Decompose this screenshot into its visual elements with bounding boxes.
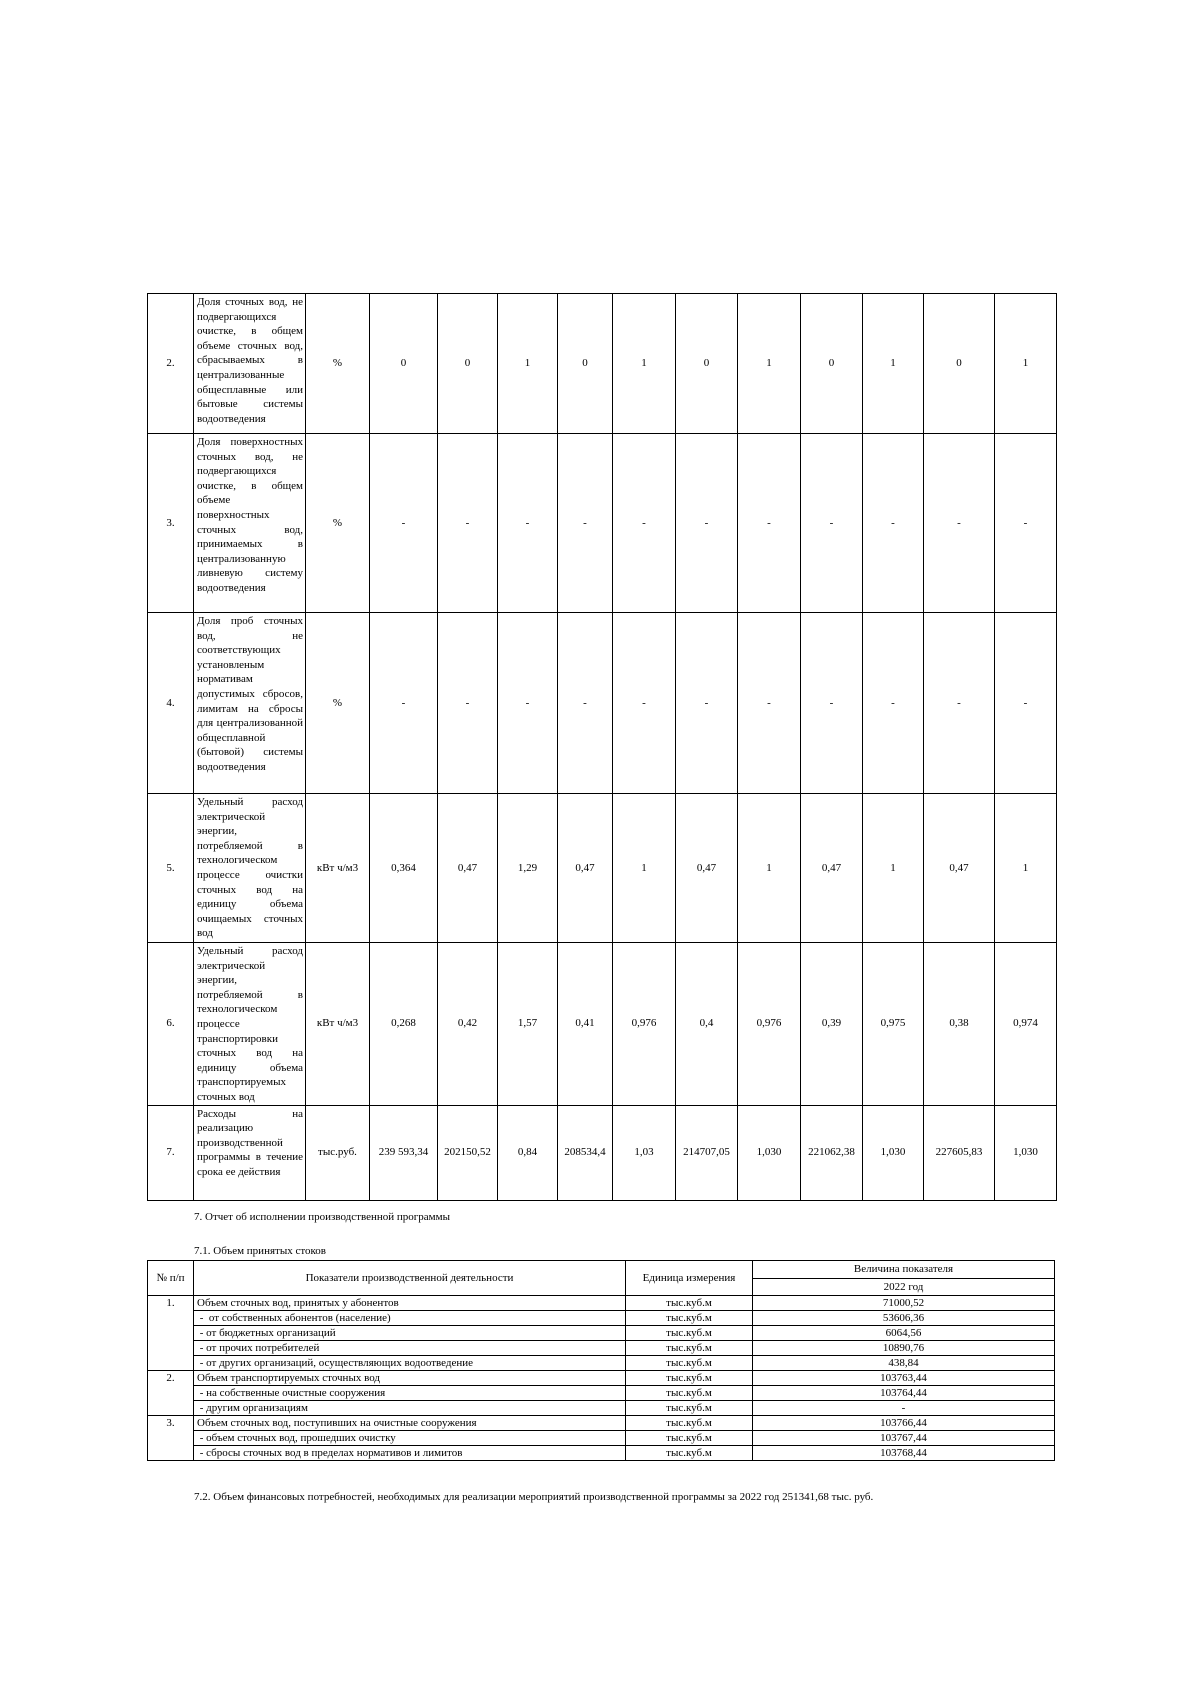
row-value: 6064,56 — [753, 1326, 1055, 1341]
row-description: Расходы на реализацию производственной программы в течение срока ее действия — [194, 1105, 306, 1200]
row-number: 5. — [148, 794, 194, 943]
row-value: - — [438, 613, 498, 794]
row-value: 0,974 — [995, 943, 1057, 1106]
row-value: 0,42 — [438, 943, 498, 1106]
row-indicator: - объем сточных вод, прошедших очистку — [194, 1431, 626, 1446]
row-number — [148, 1431, 194, 1446]
row-value: 1,030 — [995, 1105, 1057, 1200]
row-unit: % — [306, 294, 370, 434]
table-row — [148, 294, 1057, 434]
section-7-1-title: 7.1. Объем принятых стоков — [194, 1245, 326, 1257]
row-unit: тыс.куб.м — [626, 1311, 753, 1326]
row-value: 1 — [738, 294, 801, 434]
row-value: - — [558, 613, 613, 794]
row-unit: тыс.куб.м — [626, 1371, 753, 1386]
row-value: 239 593,34 — [370, 1105, 438, 1200]
row-description: Доля проб сточных вод, не соответствующих установленым нормативам допустимых сбросов, лимитам на сбросы для централизованной общесплавной (бытовой) системы водоотведения — [194, 613, 306, 794]
row-unit: тыс.куб.м — [626, 1446, 753, 1461]
row-description: Удельный расход электрической энергии, потребляемой в технологическом процессе очистки сточных вод на единицу объема очищаемых сточных вод — [194, 794, 306, 943]
row-value: 438,84 — [753, 1356, 1055, 1371]
section-7-title: 7. Отчет об исполнении производственной программы — [194, 1211, 450, 1223]
row-value: 1,29 — [498, 794, 558, 943]
table-row — [148, 1311, 1055, 1326]
row-number: 3. — [148, 434, 194, 613]
row-unit: тыс.куб.м — [626, 1326, 753, 1341]
row-unit: тыс.куб.м — [626, 1401, 753, 1416]
row-number: 4. — [148, 613, 194, 794]
row-indicator: - от бюджетных организаций — [194, 1326, 626, 1341]
row-number — [148, 1356, 194, 1371]
table-row — [148, 1296, 1055, 1311]
row-unit: тыс.куб.м — [626, 1386, 753, 1401]
row-value: - — [738, 613, 801, 794]
row-value: 53606,36 — [753, 1311, 1055, 1326]
row-value: - — [924, 434, 995, 613]
row-value: 0 — [924, 294, 995, 434]
row-unit: тыс.куб.м — [626, 1356, 753, 1371]
row-number: 7. — [148, 1105, 194, 1200]
row-indicator: - от прочих потребителей — [194, 1341, 626, 1356]
row-value: - — [676, 613, 738, 794]
row-value: 0 — [558, 294, 613, 434]
row-value: 1 — [863, 294, 924, 434]
row-value: - — [801, 434, 863, 613]
table-row — [148, 1446, 1055, 1461]
table-header-row — [148, 1261, 1055, 1279]
row-number — [148, 1386, 194, 1401]
row-unit: тыс.куб.м — [626, 1296, 753, 1311]
row-indicator: - сбросы сточных вод в пределах нормативов и лимитов — [194, 1446, 626, 1461]
row-value: 0,47 — [438, 794, 498, 943]
row-value: 221062,38 — [801, 1105, 863, 1200]
row-value: 1 — [613, 794, 676, 943]
row-unit: % — [306, 613, 370, 794]
row-indicator: Объем транспортируемых сточных вод — [194, 1371, 626, 1386]
table-row — [148, 1401, 1055, 1416]
row-value: - — [801, 613, 863, 794]
row-unit: тыс.куб.м — [626, 1341, 753, 1356]
row-value: 0,976 — [613, 943, 676, 1106]
row-indicator: - от собственных абонентов (население) — [194, 1311, 626, 1326]
row-value: 1,03 — [613, 1105, 676, 1200]
row-value: 202150,52 — [438, 1105, 498, 1200]
table-row — [148, 1105, 1057, 1200]
row-value: 103767,44 — [753, 1431, 1055, 1446]
table-row — [148, 434, 1057, 613]
row-value: 1,57 — [498, 943, 558, 1106]
row-indicator: - другим организациям — [194, 1401, 626, 1416]
row-value: 208534,4 — [558, 1105, 613, 1200]
row-value: 0,4 — [676, 943, 738, 1106]
wastewater-volume-table — [147, 1260, 1055, 1461]
row-value: - — [370, 434, 438, 613]
table-row — [148, 794, 1057, 943]
row-value: 71000,52 — [753, 1296, 1055, 1311]
row-value: 0,268 — [370, 943, 438, 1106]
row-unit: тыс.куб.м — [626, 1416, 753, 1431]
row-indicator: - от других организаций, осуществляющих водоотведение — [194, 1356, 626, 1371]
row-number — [148, 1311, 194, 1326]
row-value: - — [370, 613, 438, 794]
table-row — [148, 1341, 1055, 1356]
row-description: Удельный расход электрической энергии, потребляемой в технологическом процессе транспортировки сточных вод на единицу объема транспортируемых сточных вод — [194, 943, 306, 1106]
row-value: 0,976 — [738, 943, 801, 1106]
row-unit: % — [306, 434, 370, 613]
row-value: 0,47 — [801, 794, 863, 943]
header-num: № п/п — [148, 1261, 194, 1296]
table-row — [148, 1431, 1055, 1446]
row-number — [148, 1401, 194, 1416]
row-value: - — [498, 434, 558, 613]
row-value: 1 — [613, 294, 676, 434]
row-value: 0,47 — [558, 794, 613, 943]
row-value: - — [613, 434, 676, 613]
row-unit: кВт ч/м3 — [306, 943, 370, 1106]
row-value: 1 — [995, 294, 1057, 434]
table-row — [148, 1416, 1055, 1431]
header-year: 2022 год — [753, 1278, 1055, 1296]
row-value: - — [676, 434, 738, 613]
row-value: 0,47 — [676, 794, 738, 943]
row-value: 1 — [995, 794, 1057, 943]
table-row — [148, 1371, 1055, 1386]
row-value: 0 — [438, 294, 498, 434]
row-value: 1 — [738, 794, 801, 943]
row-value: 10890,76 — [753, 1341, 1055, 1356]
row-value: 0,364 — [370, 794, 438, 943]
row-value: 0,38 — [924, 943, 995, 1106]
table-row — [148, 943, 1057, 1106]
row-number — [148, 1446, 194, 1461]
header-value: Величина показателя — [753, 1261, 1055, 1279]
table-row — [148, 613, 1057, 794]
indicators-table — [147, 293, 1057, 1201]
row-value: 1,030 — [863, 1105, 924, 1200]
row-number: 1. — [148, 1296, 194, 1311]
row-value: 1,030 — [738, 1105, 801, 1200]
row-value: - — [995, 434, 1057, 613]
row-value: 0,39 — [801, 943, 863, 1106]
row-value: 103768,44 — [753, 1446, 1055, 1461]
row-value: - — [995, 613, 1057, 794]
row-number: 3. — [148, 1416, 194, 1431]
row-value: - — [863, 613, 924, 794]
row-indicator: - на собственные очистные сооружения — [194, 1386, 626, 1401]
row-value: 1 — [863, 794, 924, 943]
row-description: Доля сточных вод, не подвергающихся очистке, в общем объеме сточных вод, сбрасываемых в централизованные общесплавные или бытовые системы водоотведения — [194, 294, 306, 434]
row-value: - — [558, 434, 613, 613]
row-value: 227605,83 — [924, 1105, 995, 1200]
row-value: - — [438, 434, 498, 613]
row-unit: тыс.куб.м — [626, 1431, 753, 1446]
row-number — [148, 1326, 194, 1341]
row-number: 2. — [148, 1371, 194, 1386]
table-row — [148, 1356, 1055, 1371]
row-value: - — [738, 434, 801, 613]
table-row — [148, 1326, 1055, 1341]
row-indicator: Объем сточных вод, поступивших на очистные сооружения — [194, 1416, 626, 1431]
row-value: 103764,44 — [753, 1386, 1055, 1401]
row-value: - — [753, 1401, 1055, 1416]
row-value: - — [924, 613, 995, 794]
row-value: 0 — [676, 294, 738, 434]
section-7-2-text: 7.2. Объем финансовых потребностей, необходимых для реализации мероприятий производственной программы за 2022 год 251341,68 тыс. руб. — [194, 1491, 874, 1503]
row-value: 103763,44 — [753, 1371, 1055, 1386]
row-number: 6. — [148, 943, 194, 1106]
row-value: 0 — [370, 294, 438, 434]
row-unit: кВт ч/м3 — [306, 794, 370, 943]
row-value: 0,84 — [498, 1105, 558, 1200]
row-value: 1 — [498, 294, 558, 434]
row-value: 0 — [801, 294, 863, 434]
row-value: 103766,44 — [753, 1416, 1055, 1431]
row-unit: тыс.руб. — [306, 1105, 370, 1200]
header-unit: Единица измерения — [626, 1261, 753, 1296]
row-value: 0,41 — [558, 943, 613, 1106]
header-indicator: Показатели производственной деятельности — [194, 1261, 626, 1296]
row-value: - — [613, 613, 676, 794]
row-value: - — [498, 613, 558, 794]
row-value: 0,47 — [924, 794, 995, 943]
row-value: 0,975 — [863, 943, 924, 1106]
table-row — [148, 1386, 1055, 1401]
row-number — [148, 1341, 194, 1356]
row-indicator: Объем сточных вод, принятых у абонентов — [194, 1296, 626, 1311]
row-value: 214707,05 — [676, 1105, 738, 1200]
row-number: 2. — [148, 294, 194, 434]
row-description: Доля поверхностных сточных вод, не подвергающихся очистке, в общем объеме поверхностных сточных вод, принимаемых в централизованную ливневую систему водоотведения — [194, 434, 306, 613]
row-value: - — [863, 434, 924, 613]
